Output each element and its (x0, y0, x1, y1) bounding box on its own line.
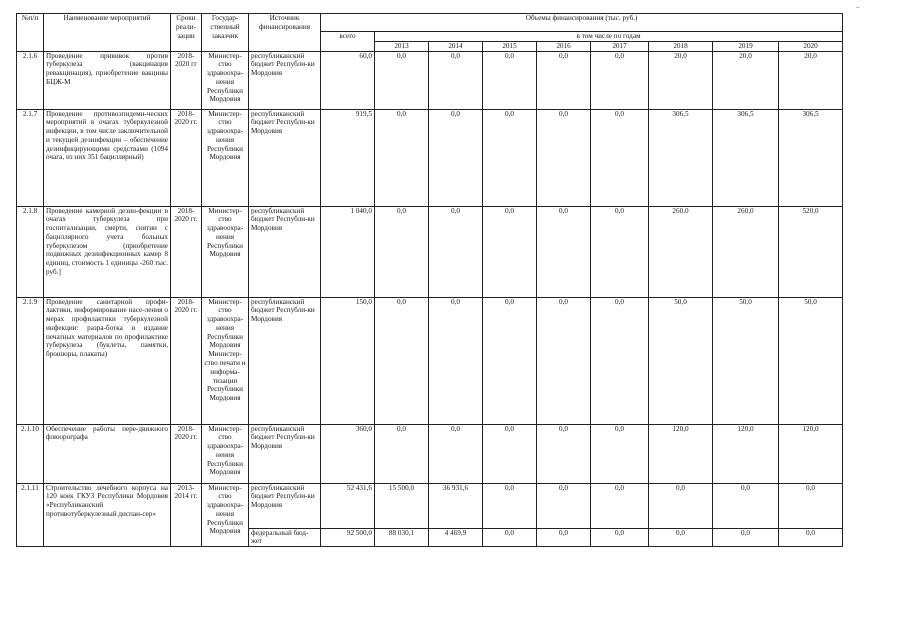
header-year: 2020 (779, 41, 843, 51)
header-name: Наименование мероприятий (44, 14, 171, 52)
row-customer: Министер-ство здравоохра-нения Республики Мордовия (202, 206, 249, 297)
row-year-value: 260,0 (713, 206, 779, 297)
header-customer: Государ-ственный заказчик (202, 14, 249, 52)
header-num: №п/п (17, 14, 44, 52)
row-year-value: 0,0 (537, 424, 591, 483)
row-year-value: 306,5 (713, 109, 779, 206)
row-term: 2018-2020 гг. (171, 206, 202, 297)
row-name: Обеспечение работы пере-движного флюорографа (44, 424, 171, 483)
row-year-value: 120,0 (779, 424, 843, 483)
row-year-value: 0,0 (537, 109, 591, 206)
header-year: 2013 (375, 41, 429, 51)
row-year-value: 15 500,0 (375, 483, 429, 528)
financing-table (16, 13, 843, 547)
row-year-value: 0,0 (591, 109, 649, 206)
row-year-value: 0,0 (649, 483, 713, 528)
row-term: 2013-2014 гг. (171, 483, 202, 547)
row-customer: Министер-ство здравоохра-нения Республики Мордовия (202, 483, 249, 547)
page-mark: .. (856, 2, 860, 10)
row-year-value: 0,0 (429, 51, 483, 109)
row-year-value: 0,0 (483, 109, 537, 206)
row-source: республиканский бюджет Республи-ки Мордовия (249, 109, 321, 206)
table-row (17, 483, 843, 528)
row-total: 92 500,0 (321, 528, 375, 547)
row-term: 2018-2020 гг. (171, 424, 202, 483)
row-total: 919,5 (321, 109, 375, 206)
row-source: федеральный бюд-жет (249, 528, 321, 547)
row-num: 2.1.6 (17, 51, 44, 109)
row-source: республиканский бюджет Республи-ки Мордовия (249, 206, 321, 297)
row-year-value: 50,0 (649, 297, 713, 424)
row-year-value: 306,5 (779, 109, 843, 206)
row-year-value: 120,0 (649, 424, 713, 483)
row-year-value: 0,0 (591, 51, 649, 109)
row-year-value: 50,0 (713, 297, 779, 424)
header-by-years: в том числе по годам (375, 32, 843, 42)
row-year-value: 120,0 (713, 424, 779, 483)
row-year-value: 0,0 (591, 528, 649, 547)
row-year-value: 0,0 (537, 528, 591, 547)
row-term: 2018-2020 гг. (171, 109, 202, 206)
row-year-value: 20,0 (713, 51, 779, 109)
row-source: республиканский бюджет Республи-ки Мордовия (249, 483, 321, 528)
row-year-value: 0,0 (483, 51, 537, 109)
row-year-value: 0,0 (591, 297, 649, 424)
row-year-value: 0,0 (375, 424, 429, 483)
row-year-value: 0,0 (713, 528, 779, 547)
row-year-value: 0,0 (537, 206, 591, 297)
row-year-value: 0,0 (779, 528, 843, 547)
header-volumes: Объемы финансирования (тыс. руб.) (321, 14, 843, 32)
row-year-value: 0,0 (429, 206, 483, 297)
row-year-value: 0,0 (375, 51, 429, 109)
row-source: республиканский бюджет Республи-ки Мордовия (249, 424, 321, 483)
row-num: 2.1.11 (17, 483, 44, 547)
row-name: Проведение прививок против туберкулеза (вакцинация ревакцинация), приобретение вакцины БЦЖ-М (44, 51, 171, 109)
row-year-value: 0,0 (779, 483, 843, 528)
row-year-value: 0,0 (483, 528, 537, 547)
row-year-value: 0,0 (483, 206, 537, 297)
table-row (17, 206, 843, 297)
row-year-value: 50,0 (779, 297, 843, 424)
row-customer: Министер-ство здравоохра-нения Республики Мордовия (202, 109, 249, 206)
header-source: Источник финансирования (249, 14, 321, 52)
row-name: Проведение противоэпидеми-ческих мероприятий в очагах туберкулезной инфекции, в том числе заключительной и текущей дезинфекции – обеспечение дезинфицирующими средствами (1094 очага, из них 351 бациллярный) (44, 109, 171, 206)
row-year-value: 0,0 (483, 424, 537, 483)
row-year-value: 0,0 (429, 297, 483, 424)
row-num: 2.1.9 (17, 297, 44, 424)
header-year: 2015 (483, 41, 537, 51)
row-year-value: 88 030,1 (375, 528, 429, 547)
header-year: 2014 (429, 41, 483, 51)
row-num: 2.1.10 (17, 424, 44, 483)
table-row (17, 51, 843, 109)
row-year-value: 0,0 (429, 424, 483, 483)
row-year-value: 260,0 (649, 206, 713, 297)
row-year-value: 0,0 (375, 109, 429, 206)
table-row (17, 109, 843, 206)
row-source: республиканский бюджет Республи-ки Мордовия (249, 297, 321, 424)
table-row (17, 424, 843, 483)
row-customer: Министер-ство здравоохра-нения Республики Мордовия (202, 51, 249, 109)
header-term: Сроки реали-зации (171, 14, 202, 52)
row-term: 2018-2020 гг. (171, 297, 202, 424)
row-customer: Министер-ство здравоохра-нения Республики Мордовия (202, 424, 249, 483)
row-total: 360,0 (321, 424, 375, 483)
row-year-value: 0,0 (429, 109, 483, 206)
row-year-value: 0,0 (375, 206, 429, 297)
row-year-value: 0,0 (591, 424, 649, 483)
row-name: Проведение камерной дезин-фекции в очагах туберкулеза при госпитализации, смерти, снятии с бациллярного учета больных туберкулезом (приобретение подвижных дезинфекционных камер 8 единиц, стоимость 1 единицы -260 тыс. руб.] (44, 206, 171, 297)
row-total: 52 431,6 (321, 483, 375, 528)
row-year-value: 306,5 (649, 109, 713, 206)
table-row (17, 297, 843, 424)
row-name: Проведение санитарной профи-лактики, информирование насе-ления о мерах профилактики туберкулезной инфекции: разра-ботка и издание печатных материалов по профилактике туберкулеза (буклеты, памятки, брошюры, плакаты) (44, 297, 171, 424)
row-year-value: 20,0 (649, 51, 713, 109)
row-total: 60,0 (321, 51, 375, 109)
row-year-value: 0,0 (649, 528, 713, 547)
header-year: 2019 (713, 41, 779, 51)
row-year-value: 4 469,9 (429, 528, 483, 547)
header-year: 2017 (591, 41, 649, 51)
row-name: Строительство лечебного корпуса на 120 коек ГКУЗ Республики Мордовия «Республиканский противотуберкулезный диспан-сер» (44, 483, 171, 547)
row-customer: Министер-ство здравоохра-нения Республики Мордовия Министер-ство печати и информа-тизации Республики Мордовия (202, 297, 249, 424)
row-term: 2018-2020 гг (171, 51, 202, 109)
row-year-value: 0,0 (537, 297, 591, 424)
row-year-value: 520,0 (779, 206, 843, 297)
row-year-value: 36 931,6 (429, 483, 483, 528)
header-total: всего (321, 32, 375, 52)
row-year-value: 0,0 (713, 483, 779, 528)
header-year: 2018 (649, 41, 713, 51)
row-year-value: 0,0 (591, 206, 649, 297)
row-num: 2.1.8 (17, 206, 44, 297)
row-year-value: 20,0 (779, 51, 843, 109)
header-year: 2016 (537, 41, 591, 51)
row-year-value: 0,0 (483, 483, 537, 528)
row-year-value: 0,0 (591, 483, 649, 528)
row-num: 2.1.7 (17, 109, 44, 206)
row-year-value: 0,0 (483, 297, 537, 424)
row-total: 1 040,0 (321, 206, 375, 297)
row-year-value: 0,0 (375, 297, 429, 424)
row-year-value: 0,0 (537, 483, 591, 528)
row-year-value: 0,0 (537, 51, 591, 109)
row-total: 150,0 (321, 297, 375, 424)
row-source: республиканский бюджет Республи-ки Мордовия (249, 51, 321, 109)
